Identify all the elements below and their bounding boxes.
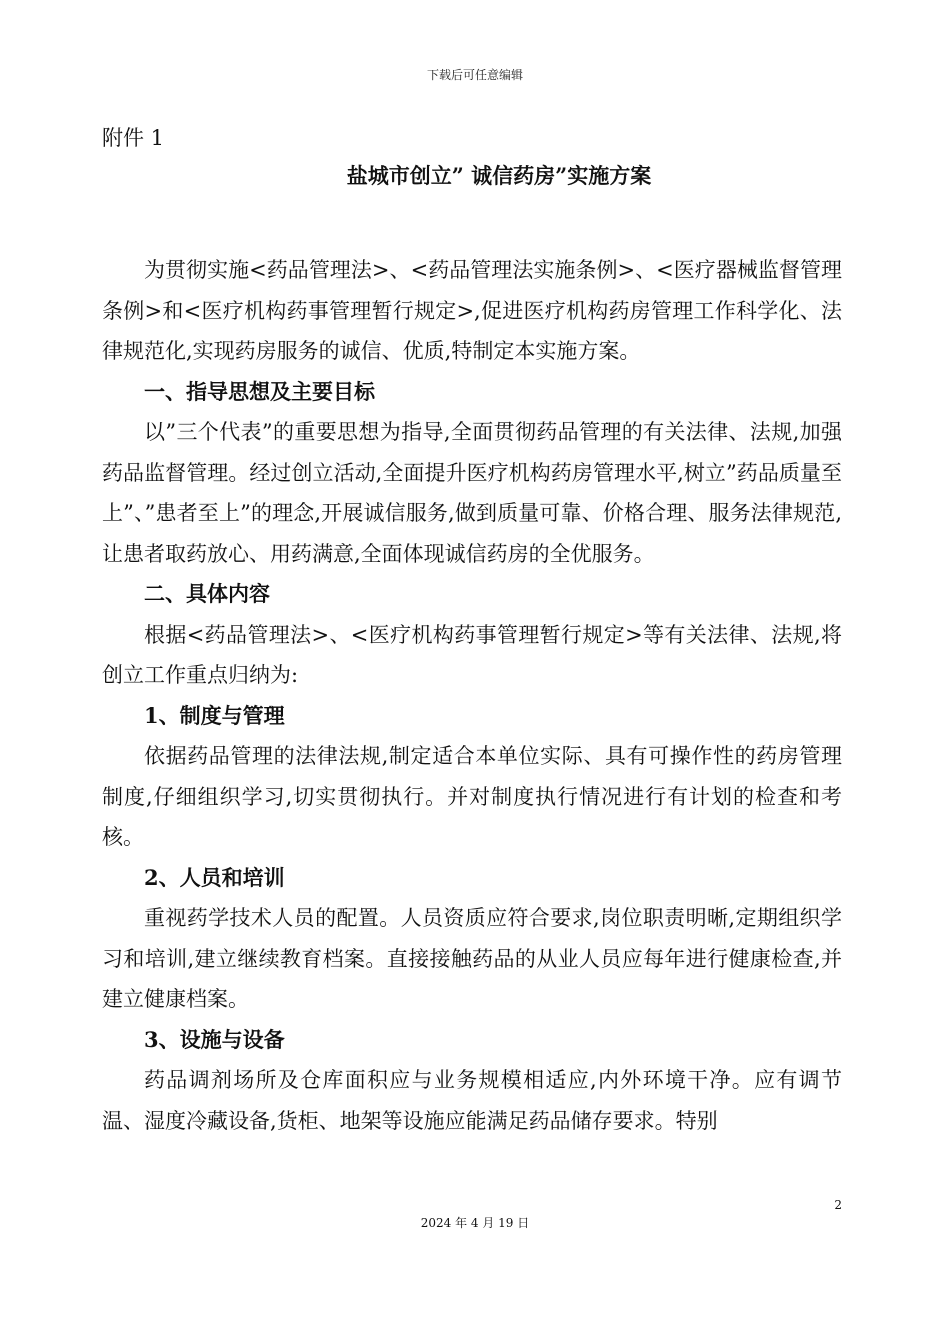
page-number: 2 [834,1198,842,1212]
paragraph: 根据<药品管理法>、<医疗机构药事管理暂行规定>等有关法律、法规,将创立工作重点归纳为: [102,622,842,687]
section-heading: 一、指导思想及主要目标 [144,378,375,404]
document-body [102,250,842,1141]
header-note: 下载后可任意编辑 [426,68,523,82]
footer-date: 2024 年 4 月 19 日 [420,1216,530,1230]
section-heading: 二、具体内容 [144,581,270,606]
paragraph: 为贯彻实施<药品管理法>、<药品管理法实施条例>、<医疗器械监督管理条例>和<医疗机构药事管理暂行规定>,促进医疗机构药房管理工作科学化、法律规范化,实现药房服务的诚信、优质,特制定本实施方案。 [102,258,842,363]
paragraph: 以”三个代表”的重要思想为指导,全面贯彻药品管理的有关法律、法规,加强药品监督管理。经过创立活动,全面提升医疗机构药房管理水平,树立”药品质量至上”、”患者至上”的理念,开展诚信服务,做到质量可靠、价格合理、服务法律规范,让患者取药放心、用药满意,全面体现诚信药房的全优服务。 [102,420,842,566]
document-title: 盐城市创立” 诚信药房”实施方案 [346,163,652,188]
paragraph: 依据药品管理的法律法规,制定适合本单位实际、具有可操作性的药房管理制度,仔细组织学习,切实贯彻执行。并对制度执行情况进行有计划的检查和考核。 [102,744,842,849]
paragraph: 药品调剂场所及仓库面积应与业务规模相适应,内外环境干净。应有调节温、湿度冷藏设备,货柜、地架等设施应能满足药品储存要求。特别 [102,1068,842,1133]
subsection-heading: 2、人员和培训 [144,864,285,890]
subsection-heading: 3、设施与设备 [144,1026,285,1052]
subsection-heading: 1、制度与管理 [144,702,285,728]
attachment-label: 附件 1 [102,126,165,150]
paragraph: 重视药学技术人员的配置。人员资质应符合要求,岗位职责明晰,定期组织学习和培训,建立继续教育档案。直接接触药品的从业人员应每年进行健康检查,并建立健康档案。 [102,906,842,1011]
